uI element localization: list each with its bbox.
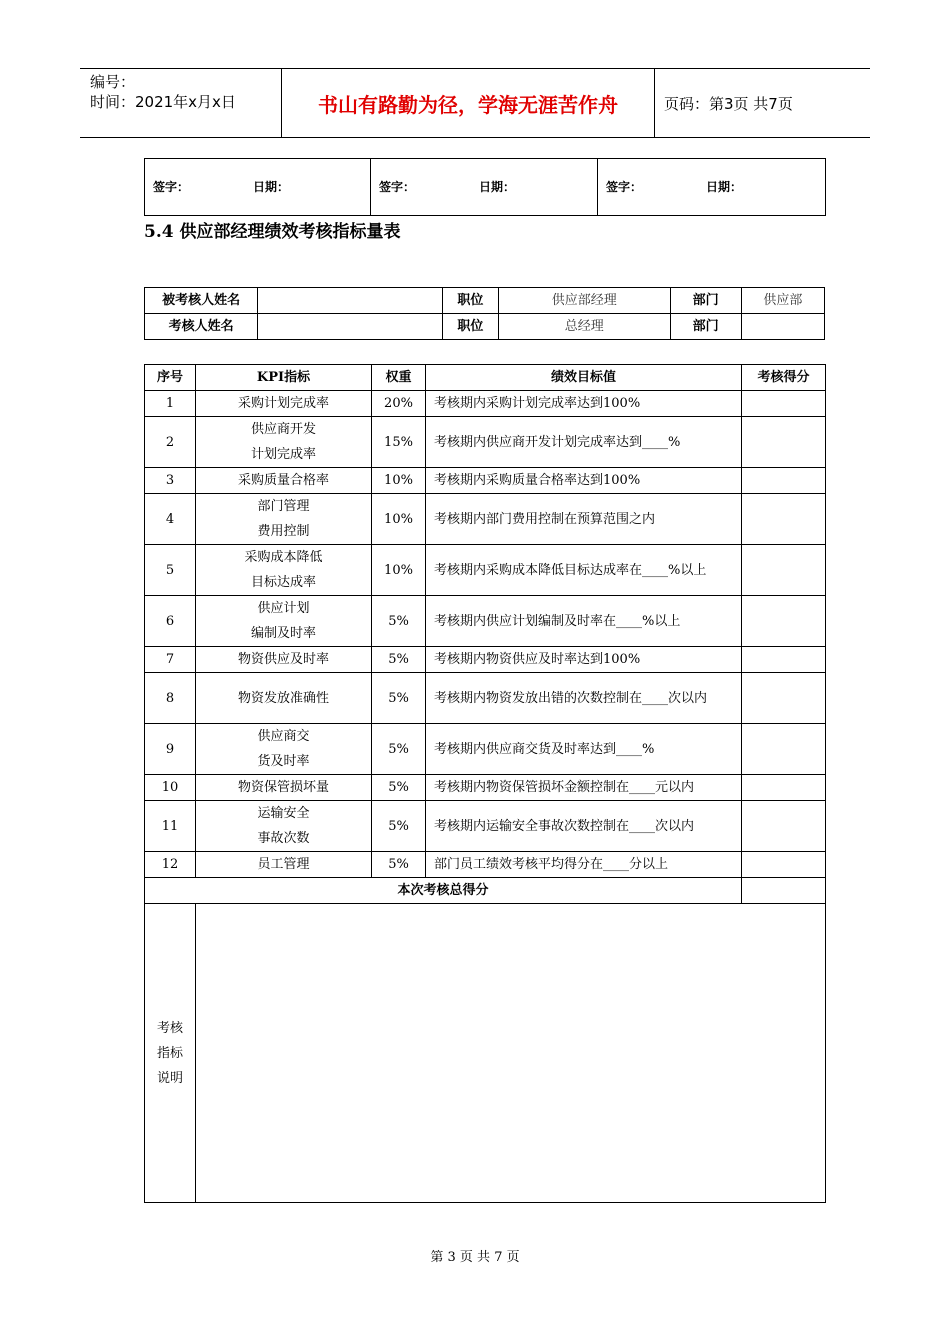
kpi-row: [145, 545, 826, 596]
column-header: 权重: [372, 365, 426, 391]
kpi-indicator: 物资供应及时率: [196, 647, 372, 673]
kpi-weight: 10%: [372, 468, 426, 494]
kpi-weight: 5%: [372, 596, 426, 647]
kpi-indicator: 供应计划 编制及时率: [196, 596, 372, 647]
kpi-score-field[interactable]: [742, 647, 826, 673]
header-motto: 书山有路勤为径，学海无涯苦作舟: [282, 69, 655, 137]
assessee-name-label: 被考核人姓名: [145, 288, 258, 314]
kpi-score-field[interactable]: [742, 545, 826, 596]
kpi-row: [145, 673, 826, 724]
serial-number-label: 编号：: [90, 73, 136, 91]
kpi-number: 10: [145, 775, 196, 801]
assessor-department-field[interactable]: [741, 314, 824, 340]
kpi-indicator: 运输安全 事故次数: [196, 801, 372, 852]
kpi-weight: 5%: [372, 775, 426, 801]
section-title: 5.4 供应部经理绩效考核指标量表: [144, 222, 401, 242]
kpi-row: [145, 647, 826, 673]
kpi-row: [145, 417, 826, 468]
sign-label: 签字：: [153, 179, 190, 194]
kpi-indicator: 供应商交 货及时率: [196, 724, 372, 775]
kpi-weight: 10%: [372, 494, 426, 545]
column-header: 序号: [145, 365, 196, 391]
assessor-name-field[interactable]: [258, 314, 443, 340]
kpi-target: 考核期内物资保管损坏金额控制在____元以内: [426, 775, 742, 801]
kpi-row: [145, 775, 826, 801]
kpi-number: 11: [145, 801, 196, 852]
header-page-number: 页码：第3页 共7页: [664, 94, 793, 113]
kpi-target: 考核期内供应计划编制及时率在____%以上: [426, 596, 742, 647]
kpi-row: [145, 468, 826, 494]
kpi-weight: 10%: [372, 545, 426, 596]
page-footer: 第 3 页 共 7 页: [430, 1250, 520, 1265]
kpi-number: 3: [145, 468, 196, 494]
kpi-score-field[interactable]: [742, 724, 826, 775]
signature-cell[interactable]: [145, 159, 371, 216]
kpi-score-field[interactable]: [742, 801, 826, 852]
kpi-weight: 5%: [372, 724, 426, 775]
kpi-number: 2: [145, 417, 196, 468]
kpi-score-field[interactable]: [742, 852, 826, 878]
kpi-number: 6: [145, 596, 196, 647]
notes-label: 考核 指标 说明: [145, 904, 196, 1203]
department-label: 部门: [670, 314, 741, 340]
kpi-number: 12: [145, 852, 196, 878]
kpi-indicator: 部门管理 费用控制: [196, 494, 372, 545]
kpi-table: [144, 364, 826, 1203]
column-header: KPI指标: [196, 365, 372, 391]
date-label: 日期：: [479, 179, 516, 194]
personnel-info-table: [144, 287, 825, 340]
kpi-indicator: 采购质量合格率: [196, 468, 372, 494]
kpi-target: 考核期内采购计划完成率达到100%: [426, 391, 742, 417]
kpi-weight: 5%: [372, 673, 426, 724]
kpi-score-field[interactable]: [742, 417, 826, 468]
kpi-header-row: [145, 365, 826, 391]
kpi-number: 4: [145, 494, 196, 545]
sign-label: 签字：: [606, 179, 643, 194]
kpi-number: 7: [145, 647, 196, 673]
assessor-name-label: 考核人姓名: [145, 314, 258, 340]
kpi-target: 部门员工绩效考核平均得分在____分以上: [426, 852, 742, 878]
kpi-indicator: 采购计划完成率: [196, 391, 372, 417]
kpi-target: 考核期内采购质量合格率达到100%: [426, 468, 742, 494]
kpi-weight: 5%: [372, 801, 426, 852]
kpi-target: 考核期内部门费用控制在预算范围之内: [426, 494, 742, 545]
kpi-score-field[interactable]: [742, 468, 826, 494]
signature-cell[interactable]: [598, 159, 826, 216]
header-meta: [80, 69, 282, 137]
date-label: 日期：: [706, 179, 743, 194]
kpi-indicator: 物资发放准确性: [196, 673, 372, 724]
kpi-number: 5: [145, 545, 196, 596]
total-score-field[interactable]: [742, 878, 826, 904]
kpi-indicator: 员工管理: [196, 852, 372, 878]
kpi-row: [145, 391, 826, 417]
position-label: 职位: [442, 314, 498, 340]
kpi-indicator: 供应商开发 计划完成率: [196, 417, 372, 468]
kpi-weight: 15%: [372, 417, 426, 468]
kpi-number: 1: [145, 391, 196, 417]
kpi-target: 考核期内运输安全事故次数控制在____次以内: [426, 801, 742, 852]
kpi-score-field[interactable]: [742, 775, 826, 801]
kpi-weight: 20%: [372, 391, 426, 417]
kpi-score-field[interactable]: [742, 494, 826, 545]
kpi-weight: 5%: [372, 647, 426, 673]
kpi-score-field[interactable]: [742, 596, 826, 647]
kpi-indicator: 采购成本降低 目标达成率: [196, 545, 372, 596]
column-header: 绩效目标值: [426, 365, 742, 391]
kpi-number: 8: [145, 673, 196, 724]
total-score-row: [145, 878, 826, 904]
kpi-target: 考核期内采购成本降低目标达成率在____%以上: [426, 545, 742, 596]
total-score-label: 本次考核总得分: [145, 878, 742, 904]
kpi-row: [145, 494, 826, 545]
kpi-row: [145, 852, 826, 878]
kpi-target: 考核期内供应商开发计划完成率达到____%: [426, 417, 742, 468]
assessee-name-field[interactable]: [258, 288, 443, 314]
kpi-row: [145, 724, 826, 775]
assessee-department-value[interactable]: 供应部: [741, 288, 824, 314]
kpi-number: 9: [145, 724, 196, 775]
kpi-target: 考核期内物资供应及时率达到100%: [426, 647, 742, 673]
sign-label: 签字：: [379, 179, 416, 194]
date-label: 日期：: [253, 179, 290, 194]
assessor-position-value[interactable]: 总经理: [499, 314, 671, 340]
kpi-weight: 5%: [372, 852, 426, 878]
kpi-row: [145, 801, 826, 852]
column-header: 考核得分: [742, 365, 826, 391]
kpi-score-field[interactable]: [742, 673, 826, 724]
department-label: 部门: [670, 288, 741, 314]
date-label: 时间：2021年x月x日: [90, 93, 236, 111]
signature-table: [144, 158, 826, 216]
kpi-score-field[interactable]: [742, 391, 826, 417]
notes-row: [145, 904, 826, 1203]
kpi-indicator: 物资保管损坏量: [196, 775, 372, 801]
kpi-row: [145, 596, 826, 647]
assessee-position-value[interactable]: 供应部经理: [499, 288, 671, 314]
notes-field[interactable]: [196, 904, 826, 1203]
document-header: [80, 68, 870, 138]
kpi-target: 考核期内供应商交货及时率达到____%: [426, 724, 742, 775]
kpi-target: 考核期内物资发放出错的次数控制在____次以内: [426, 673, 742, 724]
signature-cell[interactable]: [371, 159, 598, 216]
position-label: 职位: [442, 288, 498, 314]
